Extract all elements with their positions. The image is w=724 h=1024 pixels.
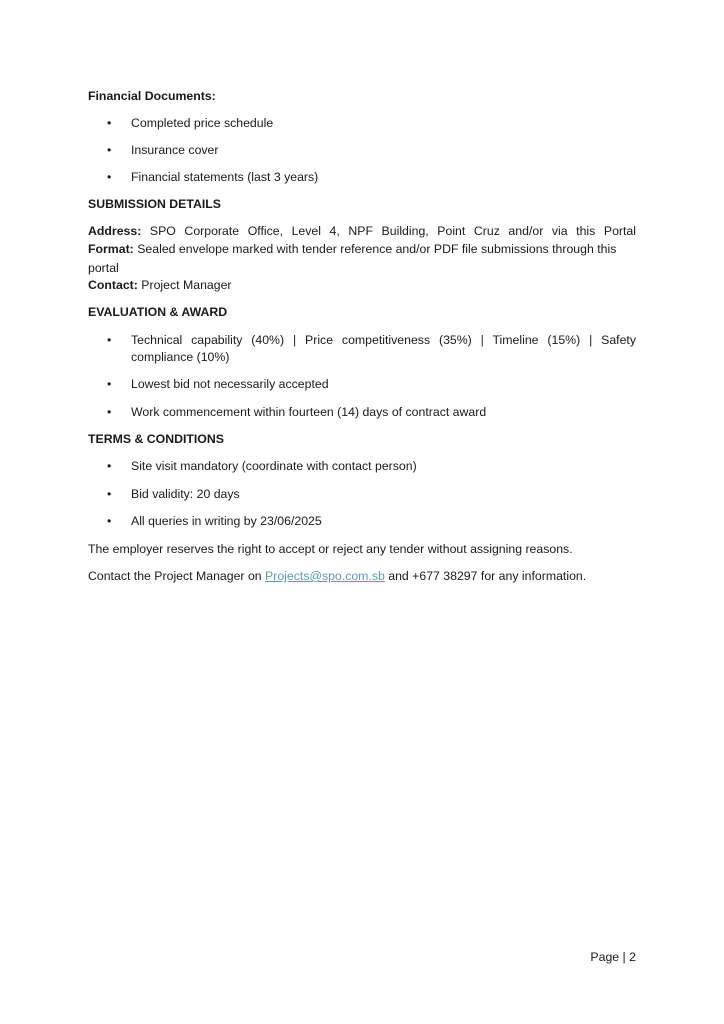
financial-heading: Financial Documents: <box>88 89 216 103</box>
contact-suffix: and +677 38297 for any information. <box>384 569 587 583</box>
list-item: Technical capability (40%) | Price competitiveness (35%) | Timeline (15%) | Safety <box>131 333 636 347</box>
list-item: Insurance cover <box>131 143 219 157</box>
bullet-icon: • <box>107 116 112 130</box>
evaluation-heading: EVALUATION & AWARD <box>88 305 228 319</box>
bullet-icon: • <box>107 514 112 528</box>
list-item: All queries in writing by 23/06/2025 <box>131 514 322 528</box>
format-value-cont: portal <box>88 261 119 275</box>
bullet-icon: • <box>107 170 112 184</box>
bullet-icon: • <box>107 333 112 347</box>
email-link[interactable]: Projects@spo.com.sb <box>265 569 385 583</box>
bullet-icon: • <box>107 459 112 473</box>
terms-heading: TERMS & CONDITIONS <box>88 432 224 446</box>
list-item: Work commencement within fourteen (14) days of contract award <box>131 405 487 419</box>
page-number: Page | 2 <box>590 950 636 964</box>
bullet-icon: • <box>107 377 112 391</box>
contact-statement <box>88 567 636 585</box>
list-item: Bid validity: 20 days <box>131 487 240 501</box>
submission-heading: SUBMISSION DETAILS <box>88 197 221 211</box>
list-item: Financial statements (last 3 years) <box>131 170 319 184</box>
bullet-icon: • <box>107 405 112 419</box>
list-item: Site visit mandatory (coordinate with contact person) <box>131 459 417 473</box>
bullet-icon: • <box>107 487 112 501</box>
reserve-statement: The employer reserves the right to accept or reject any tender without assigning reasons. <box>88 542 573 556</box>
contact-label: Contact: <box>88 278 138 292</box>
format-value: Sealed envelope marked with tender reference and/or PDF file submissions through this <box>137 242 617 256</box>
address-value: SPO Corporate Office, Level 4, NPF Building, Point Cruz and/or via this Portal <box>149 224 636 238</box>
list-item: Completed price schedule <box>131 116 274 130</box>
address-line <box>88 222 636 240</box>
format-label: Format: <box>88 242 134 256</box>
address-label: Address: <box>88 224 142 238</box>
list-item: Lowest bid not necessarily accepted <box>131 377 329 391</box>
format-line <box>88 240 636 258</box>
contact-value: Project Manager <box>141 278 232 292</box>
list-item-cont: compliance (10%) <box>131 350 230 364</box>
bullet-icon: • <box>107 143 112 157</box>
contact-line <box>88 276 636 294</box>
contact-prefix: Contact the Project Manager on <box>88 569 266 583</box>
